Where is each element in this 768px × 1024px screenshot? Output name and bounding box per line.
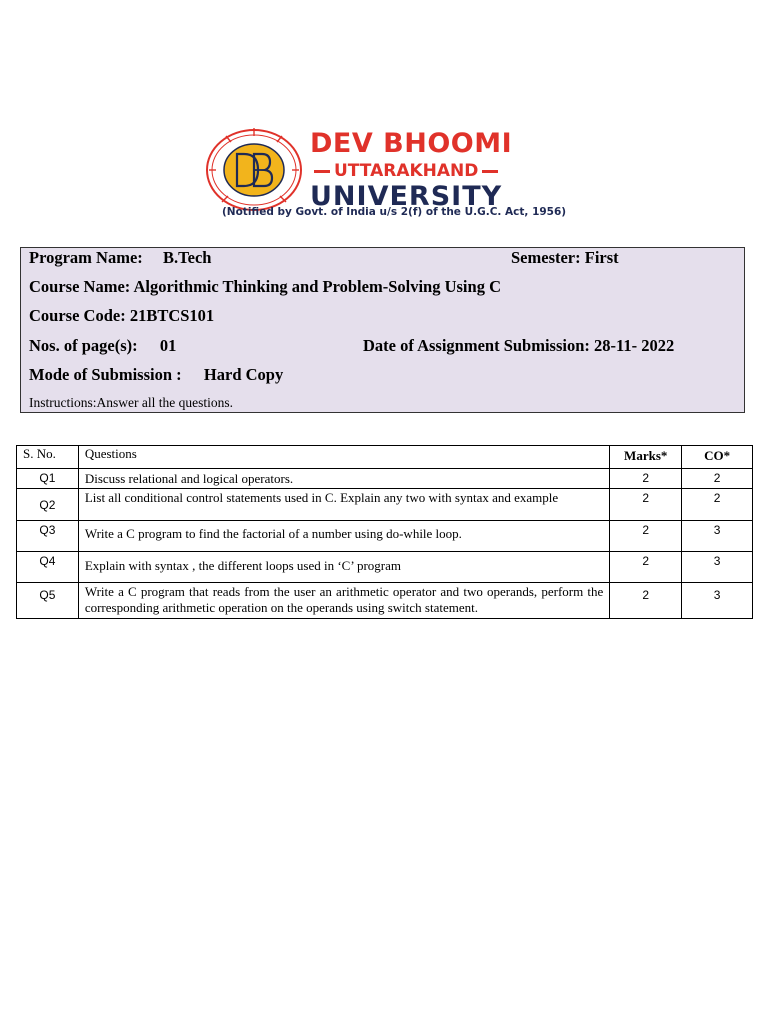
row-co: 3 [682,521,753,552]
row-question: List all conditional control statements used in C. Explain any two with syntax and example [78,489,609,521]
course-code-row [29,306,214,326]
questions-table [16,445,753,619]
row-co: 3 [682,583,753,619]
university-name-line3: UNIVERSITY [310,181,503,212]
course-code-label: Course Code: [29,306,126,325]
header-co: CO* [682,446,753,469]
mode-label: Mode of Submission : [29,365,182,384]
row-question: Discuss relational and logical operators. [78,469,609,489]
submission-date-label: Date of Assignment Submission: [363,336,590,355]
university-logo [182,118,567,230]
row-co: 2 [682,469,753,489]
header-sno: S. No. [17,446,79,469]
row-marks: 2 [610,489,682,521]
row-marks: 2 [610,583,682,619]
university-name-line2 [310,160,546,182]
program-label: Program Name: [29,248,143,267]
pages-row [29,336,176,356]
row-sno: Q1 [17,469,79,489]
row-question: Explain with syntax , the different loops used in ‘C’ program [78,552,609,583]
row-co: 3 [682,552,753,583]
assignment-info-box [20,247,745,413]
row-question: Write a C program to find the factorial of a number using do-while loop. [78,521,609,552]
semester-value: First [584,248,619,267]
divider-dash-left [314,170,330,173]
row-co: 2 [682,489,753,521]
course-name-row [29,277,501,297]
program-value: B.Tech [163,248,212,267]
table-row [17,583,753,619]
table-header-row [17,446,753,469]
table-row [17,552,753,583]
university-name-region: UTTARAKHAND [334,161,479,181]
row-sno: Q4 [17,552,79,583]
row-sno: Q3 [17,521,79,552]
row-question: Write a C program that reads from the user an arithmetic operator and two operands, perform the corresponding arithmetic operation on the operands using switch statement. [78,583,609,619]
row-sno: Q5 [17,583,79,619]
submission-date-row [363,336,674,356]
table-row [17,489,753,521]
semester-row [511,248,619,268]
university-emblem-icon [204,126,304,214]
instructions-text: Instructions:Answer all the questions. [29,395,233,410]
mode-row [29,365,283,385]
row-marks: 2 [610,552,682,583]
university-name-line1: DEV BHOOMI [310,128,513,159]
submission-date-value: 28-11- 2022 [594,336,675,355]
university-notification: (Notified by Govt. of India u/s 2(f) of the U.G.C. Act, 1956) [222,206,567,218]
course-name-label: Course Name: [29,277,131,296]
program-row [29,248,211,268]
semester-label: Semester: [511,248,581,267]
row-sno: Q2 [17,489,79,521]
header-marks: Marks* [610,446,682,469]
row-marks: 2 [610,521,682,552]
table-row [17,469,753,489]
course-code-value: 21BTCS101 [129,306,215,325]
header-questions: Questions [78,446,609,469]
row-marks: 2 [610,469,682,489]
pages-value: 01 [159,336,177,355]
pages-label: Nos. of page(s): [29,336,138,355]
university-name [310,128,546,212]
mode-value: Hard Copy [203,365,284,384]
table-row [17,521,753,552]
divider-dash-right [482,170,498,173]
course-name-value: Algorithmic Thinking and Problem-Solving Using C [133,277,501,296]
